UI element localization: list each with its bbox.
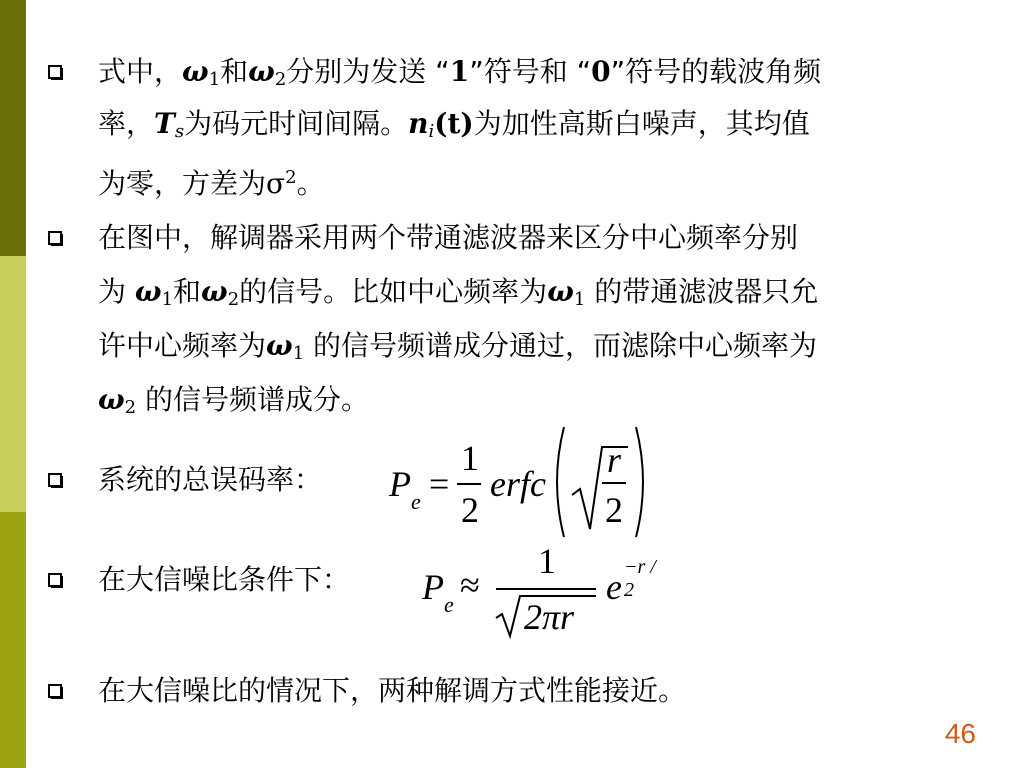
bullet-checkbox-icon: [48, 684, 62, 698]
sidebar-band-mid: [0, 512, 26, 768]
bullet-checkbox-icon: [48, 473, 62, 487]
paragraph-4-label: 在大信噪比条件下：: [98, 563, 351, 596]
paragraph-2-line-3: 许中心频率为$\omega_1$ 的信号频谱成分通过，而滤除中心频率为: [98, 329, 818, 364]
bullet-checkbox-icon: [48, 65, 62, 79]
paragraph-3-label: 系统的总误码率：: [98, 463, 323, 496]
erfc-argument-brackets-icon: [550, 425, 650, 540]
sidebar-band-dark: [0, 0, 26, 256]
formula-high-snr-approx: P e ≈ 1 2πr e −r / 2: [420, 540, 670, 640]
sidebar-band-light: [0, 256, 26, 512]
paragraph-1-line-3: 为零，方差为$\sigma^2$。: [98, 167, 325, 200]
paragraph-5-line-1: 在大信噪比的情况下，两种解调方式性能接近。: [98, 674, 687, 707]
paragraph-2-line-2: 为 $\omega_1$和$\omega_2$的信号。比如中心频率为$\omega_1$ 的带通滤波器只允: [98, 275, 819, 310]
paragraph-2-line-4: $\omega_2$ 的信号频谱成分。: [98, 383, 370, 418]
sidebar-decoration: [0, 0, 26, 768]
formula-total-error-rate: P e = 1 2 erfc r 2: [385, 425, 655, 540]
bullet-checkbox-icon: [48, 231, 62, 245]
page-number: 46: [944, 718, 976, 749]
paragraph-2-line-1: 在图中，解调器采用两个带通滤波器来区分中心频率分别: [98, 221, 799, 254]
bullet-checkbox-icon: [48, 573, 62, 587]
paragraph-1-line-1: 式中，$\omega_1$和$\omega_2$分别为发送 “1”符号和 “0”符号的载波角频: [98, 55, 822, 90]
paragraph-1-line-2: 率，$T_s$为码元时间间隔。$n_i(t)$为加性高斯白噪声，其均值: [98, 107, 810, 142]
